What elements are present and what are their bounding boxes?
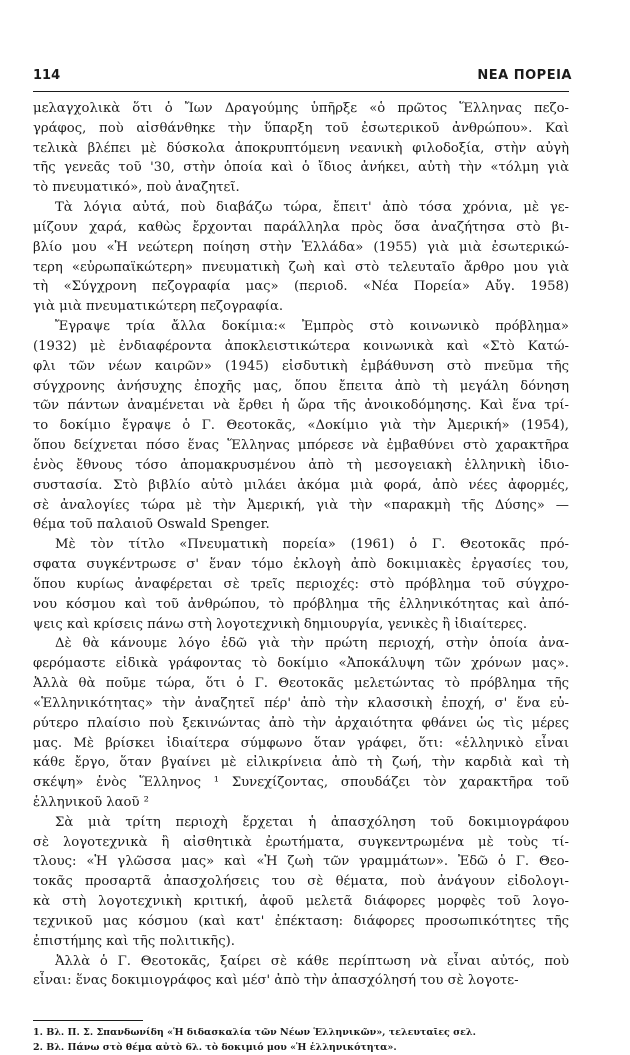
- text-line: (1932) μὲ ἐνδιαφέροντα ἀποκλειστικώτερα κοινωνικὰ καὶ «Στὸ Κατώ-: [33, 338, 569, 354]
- text-line: νου κόσμου καὶ τοῦ ἀνθρώπου, τὸ πρόβλημα τῆς ἑλληνικότητας καὶ ἀπό-: [33, 596, 569, 612]
- text-line: Ἀλλὰ θὰ ποῦμε τώρα, ὅτι ὁ Γ. Θεοτοκᾶς μελετώντας τὸ πρόβλημα τῆς: [33, 676, 569, 692]
- text-line: θέμα τοῦ παλαιοῦ Oswald Spenger.: [33, 517, 270, 533]
- text-line: μας. Μὲ βρίσκει ἰδιαίτερα σύμφωνο ὅταν γράφει, ὅτι: «ἑλληνικὸ εἶναι: [33, 735, 569, 751]
- text-line: μίζουν χαρά, καθὼς ἔρχονται παράλληλα πρὸς ὅσα ἀναζήτησα στὸ βι-: [33, 219, 569, 235]
- footnote: 1. Βλ. Π. Σ. Σπανδωνίδη «Ἡ διδασκαλία τῶν Νέων Ἑλληνικῶν», τελευταῖες σελ.: [33, 1027, 476, 1038]
- footnote-rule: [33, 1020, 143, 1021]
- text-line: τοκᾶς προσαρτᾶ ἀπασχολήσεις του σὲ θέματα, ποὺ ἀνάγουν εἰδολογι-: [33, 874, 569, 890]
- text-line: ὅπου δείχνεται πόσο ἕνας Ἕλληνας μπόρεσε νὰ ἐμβαθύνει στὸ χαρακτῆρα: [33, 438, 569, 454]
- text-line: τὸ πνευματικό», ποὺ ἀναζητεῖ.: [33, 180, 240, 196]
- running-title: ΝΕΑ ΠΟΡΕΙΑ: [477, 68, 572, 83]
- text-line: κάθε ἔργο, ὅταν βγαίνει μὲ εἰλικρίνεια ἀπὸ τὴ ζωή, τὴν καρδιὰ καὶ τὴ: [33, 755, 569, 771]
- text-line: σὲ λογοτεχνικὰ ἢ αἰσθητικὰ ἐρωτήματα, συγκεντρωμένα μὲ τοὺς τί-: [33, 834, 569, 850]
- text-line: τὴ «Σύγχρονη πεζογραφία μας» (περιοδ. «Νέα Πορεία» Αὔγ. 1958): [33, 279, 569, 295]
- text-line: τεχνικοῦ μας κόσμου (καὶ κατ' ἐπέκταση: διάφορες προσωπικότητες τῆς: [33, 913, 569, 929]
- text-line: σὲ ἀναλογίες τώρα μὲ τὴν Ἀμερική, γιὰ τὴν «παρακμὴ τῆς Δύσης» —: [33, 497, 569, 513]
- text-line: τλους: «Ἡ γλῶσσα μας» καὶ «Ἡ ζωὴ τῶν γραμμάτων». Ἐδῶ ὁ Γ. Θεο-: [33, 854, 569, 870]
- text-line: ἐπιστήμης καὶ τῆς πολιτικῆς).: [33, 933, 235, 949]
- text-line: ἑνὸς ἔθνους τόσο ἀπομακρυσμένου ἀπὸ τὴ μεσογειακὴ ἑλληνικὴ ἰδιο-: [33, 457, 569, 473]
- text-line: ἑλληνικοῦ λαοῦ ²: [33, 794, 149, 810]
- body-text: [33, 99, 569, 991]
- footnotes: [33, 1025, 569, 1055]
- text-line: Ἀλλὰ ὁ Γ. Θεοτοκᾶς, ξαίρει σὲ κάθε περίπτωση νὰ εἶναι αὐτός, ποὺ: [55, 953, 569, 969]
- text-line: ὅπου κυρίως ἀναφέρεται σὲ τρεῖς περιοχές: στὸ πρόβλημα τοῦ σύγχρο-: [33, 576, 569, 592]
- text-line: τῶν πάντων ἀναμένεται νὰ ἔρθει ἡ ὥρα τῆς ἀνοικοδόμησης. Καὶ ἕνα τρί-: [33, 398, 569, 414]
- text-line: Ἔγραψε τρία ἄλλα δοκίμια:« Ἐμπρὸς στὸ κοινωνικὸ πρόβλημα»: [55, 319, 569, 335]
- text-line: Μὲ τὸν τίτλο «Πνευματικὴ πορεία» (1961) ὁ Γ. Θεοτοκᾶς πρό-: [55, 537, 569, 553]
- page-number: 114: [33, 68, 61, 83]
- text-line: φερόμαστε εἰδικὰ γράφοντας τὸ δοκίμιο «Ἀποκάλυψη τῶν χρόνων μας».: [33, 656, 569, 672]
- text-line: τελικὰ βλέπει μὲ δύσκολα ἀποκρυπτόμενη νεανικὴ φιλοδοξία, στὴν αὐγὴ: [33, 140, 569, 156]
- text-line: ψεις καὶ κρίσεις πάνω στὴ λογοτεχνικὴ δημιουργία, γενικὲς ἢ ἰδιαίτερες.: [33, 616, 528, 632]
- text-line: βλίο μου «Ἡ νεώτερη ποίηση στὴν Ἑλλάδα» (1955) γιὰ μιὰ ἐσωτερικώ-: [33, 239, 569, 255]
- text-line: Δὲ θὰ κάνουμε λόγο ἐδῶ γιὰ τὴν πρώτη περιοχή, στὴν ὁποία ἀνα-: [55, 636, 569, 652]
- header-rule: [33, 91, 569, 92]
- footnote: 2. Βλ. Πάνω στὸ θέμα αὐτὸ 6λ. τὸ δοκιμιό μου «Ἡ ἑλληνικότητα».: [33, 1042, 397, 1053]
- text-line: ρύτερο πλαίσιο ποὺ ξεκινώντας ἀπὸ τὴν ἀρχαιότητα φθάνει ὡς τὶς μέρες: [33, 715, 569, 731]
- text-line: «Ἑλληνικότητας» τὴν ἀναζητεῖ πέρ' ἀπὸ τὴν κλασσικὴ ἐποχή, σ' ἕνα εὐ-: [33, 695, 569, 711]
- text-line: σκέψη» ἑνὸς Ἕλληνος ¹ Συνεχίζοντας, σπουδάζει τὸν χαρακτῆρα τοῦ: [33, 775, 569, 791]
- text-line: τῆς γενεᾶς τοῦ '30, στὴν ὁποία καὶ ὁ ἴδιος ἀνήκει, αὐτὴ τὴν «τόλμη γιὰ: [33, 160, 569, 176]
- text-line: τερη «εὐρωπαϊκώτερη» πνευματικὴ ζωὴ καὶ στὸ τελευταῖο ἄρθρο μου γιὰ: [33, 259, 569, 275]
- text-line: γιὰ μιὰ πνευματικώτερη πεζογραφία.: [33, 299, 284, 315]
- text-line: μελαγχολικὰ ὅτι ὁ Ἴων Δραγούμης ὑπῆρξε «ὁ πρῶτος Ἕλληνας πεζο-: [33, 101, 569, 116]
- text-line: Τὰ λόγια αὐτά, ποὺ διαβάζω τώρα, ἔπειτ' ἀπὸ τόσα χρόνια, μὲ γε-: [55, 200, 569, 216]
- text-line: Σὰ μιὰ τρίτη περιοχὴ ἔρχεται ἡ ἀπασχόληση τοῦ δοκιμιογράφου: [55, 814, 569, 830]
- text-line: συστασία. Στὸ βιβλίο αὐτὸ μιλάει ἀκόμα μιὰ φορά, ἀπὸ νέες ἀφορμές,: [33, 477, 569, 493]
- text-line: εἶναι: ἕνας δοκιμιογράφος καὶ μέσ' ἀπὸ τὴν ἀπασχόλησή του σὲ λογοτε-: [33, 973, 519, 989]
- text-line: σφατα συγκέντρωσε σ' ἕναν τόμο ἐκλογὴ ἀπὸ δοκιμιακὲς ἐργασίες του,: [33, 557, 569, 573]
- text-line: γράφος, ποὺ αἰσθάνθηκε τὴν ὕπαρξη τοῦ ἐσωτερικοῦ ἀνθρώπου». Καὶ: [33, 120, 569, 136]
- text-line: φλι τῶν νέων καιρῶν» (1945) εἰσδυτικὴ ἐμβάθυνση στὸ πνεῦμα τῆς: [33, 358, 569, 374]
- text-line: κὰ στὴ λογοτεχνικὴ κριτική, ἀφοῦ μελετᾶ διάφορες μορφὲς τοῦ λογο-: [33, 894, 569, 910]
- text-line: σύγχρονης ἀνήσυχης ἐποχῆς μας, ὅπου ἔπειτα ἀπὸ τὴ μεγάλη δόνηση: [33, 378, 569, 394]
- text-line: το δοκίμιο ἔγραψε ὁ Γ. Θεοτοκᾶς, «Δοκίμιο γιὰ τὴν Ἀμερική» (1954),: [33, 418, 569, 434]
